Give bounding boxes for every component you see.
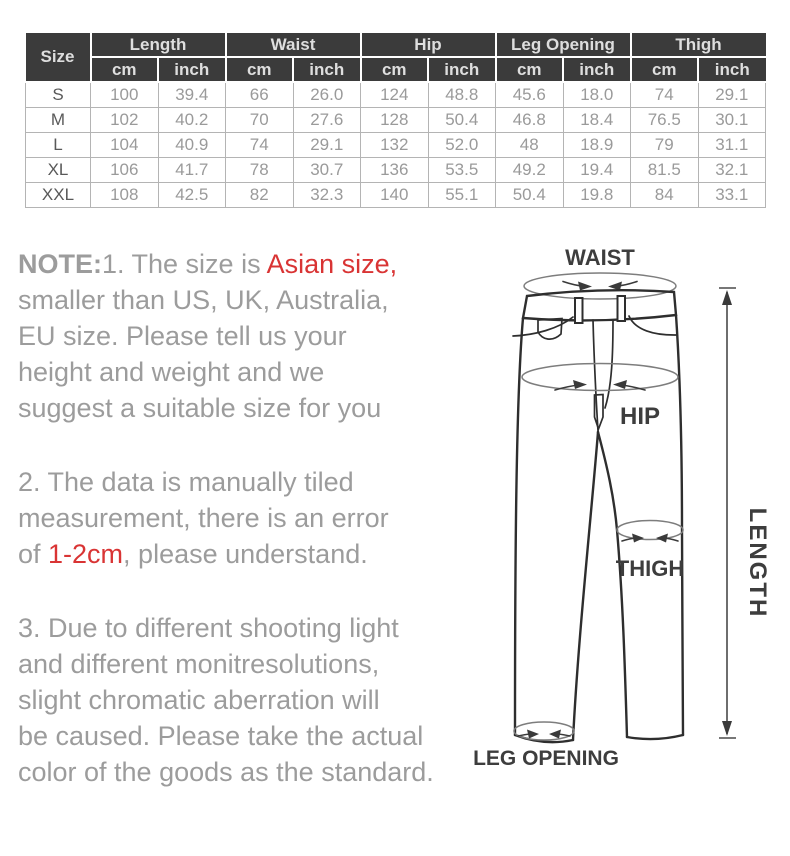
highlighted-text: 1-2cm [48, 539, 124, 569]
size-value: XXL [26, 183, 91, 208]
measurement-value: 42.5 [158, 183, 226, 208]
right-leg-inseam [598, 432, 627, 737]
note-line [18, 500, 480, 536]
col-unit-cm: cm [91, 57, 159, 82]
note-text: , please understand. [123, 539, 368, 569]
col-unit-inch: inch [293, 57, 361, 82]
table-row-l [26, 133, 766, 158]
col-unit-inch: inch [563, 57, 631, 82]
measurement-value: 18.4 [563, 108, 631, 133]
note-line [18, 718, 480, 754]
thigh-arrow-right-icon [656, 534, 668, 543]
measurement-value: 39.4 [158, 82, 226, 108]
measurement-value: 19.8 [563, 183, 631, 208]
table-row-xxl [26, 183, 766, 208]
note-text: height and weight and we [18, 357, 325, 387]
note-line [18, 318, 480, 354]
leg-opening-arrow-left-icon [527, 730, 539, 739]
belt-loop-right [618, 296, 626, 321]
size-value: M [26, 108, 91, 133]
measurement-value: 29.1 [698, 82, 766, 108]
col-unit-cm: cm [631, 57, 699, 82]
measurement-value: 30.7 [293, 158, 361, 183]
measurement-value: 81.5 [631, 158, 699, 183]
note-text: smaller than US, UK, Australia, [18, 285, 389, 315]
note-text: 3. Due to different shooting light [18, 613, 399, 643]
note-text: measurement, there is an error [18, 503, 389, 533]
measurement-value: 18.0 [563, 82, 631, 108]
size-table [25, 33, 766, 208]
measurement-value: 49.2 [496, 158, 564, 183]
leg-opening-ellipse [514, 722, 574, 740]
measurement-value: 132 [361, 133, 429, 158]
measurement-value: 76.5 [631, 108, 699, 133]
measurement-value: 128 [361, 108, 429, 133]
measurement-value: 45.6 [496, 82, 564, 108]
measurement-value: 140 [361, 183, 429, 208]
measurement-value: 136 [361, 158, 429, 183]
col-group-thigh: Thigh [631, 33, 766, 57]
measurement-value: 52.0 [428, 133, 496, 158]
col-unit-cm: cm [361, 57, 429, 82]
col-unit-cm: cm [226, 57, 294, 82]
measurement-value: 74 [631, 82, 699, 108]
note-text: of [18, 539, 49, 569]
col-group-leg-opening: Leg Opening [496, 33, 631, 57]
col-unit-inch: inch [428, 57, 496, 82]
measurement-value: 108 [91, 183, 159, 208]
note-text: EU size. Please tell us your [18, 321, 347, 351]
note-line [18, 282, 480, 318]
note-text: 2. The data is manually tiled [18, 467, 354, 497]
measurement-value: 26.0 [293, 82, 361, 108]
measurement-value: 33.1 [698, 183, 766, 208]
length-arrow-up-icon [722, 290, 732, 305]
measurement-value: 30.1 [698, 108, 766, 133]
measurement-value: 48.8 [428, 82, 496, 108]
col-unit-cm: cm [496, 57, 564, 82]
measurement-value: 50.4 [496, 183, 564, 208]
note-line [18, 246, 480, 282]
measurement-value: 84 [631, 183, 699, 208]
note-paragraph-2 [18, 464, 480, 572]
size-table-header [26, 33, 766, 82]
size-value: S [26, 82, 91, 108]
measurement-value: 50.4 [428, 108, 496, 133]
highlighted-text: Asian size, [266, 249, 398, 279]
measurement-value: 48 [496, 133, 564, 158]
measurement-value: 40.2 [158, 108, 226, 133]
pants-measurement-diagram [455, 238, 785, 778]
table-row-s [26, 82, 766, 108]
note-text: and different monitresolutions, [18, 649, 380, 679]
thigh-label: THIGH [615, 556, 685, 581]
hip-arrow-right-icon [613, 380, 627, 389]
measurement-value: 32.1 [698, 158, 766, 183]
measurement-value: 66 [226, 82, 294, 108]
col-group-waist: Waist [226, 33, 361, 57]
note-line [18, 354, 480, 390]
left-leg-outer-seam [515, 318, 523, 735]
size-value: XL [26, 158, 91, 183]
note-text: suggest a suitable size for you [18, 393, 382, 423]
right-leg-hem [627, 735, 683, 739]
col-unit-inch: inch [698, 57, 766, 82]
measurement-value: 79 [631, 133, 699, 158]
waist-arrow-left-icon [578, 282, 592, 291]
measurement-value: 104 [91, 133, 159, 158]
hip-arrow-left-icon [573, 380, 587, 389]
hip-ellipse [522, 364, 678, 391]
note-line [18, 754, 480, 790]
measurement-value: 78 [226, 158, 294, 183]
belt-loop-left [575, 298, 583, 323]
left-leg-hem [515, 735, 573, 742]
size-value: L [26, 133, 91, 158]
note-line [18, 536, 480, 572]
note-line [18, 682, 480, 718]
hip-label: HIP [619, 403, 661, 430]
note-paragraph-1 [18, 246, 480, 426]
measurement-value: 55.1 [428, 183, 496, 208]
notes-section [18, 246, 480, 828]
measurement-value: 100 [91, 82, 159, 108]
length-arrow-down-icon [722, 721, 732, 736]
measurement-value: 32.3 [293, 183, 361, 208]
leg-opening-arrow-right-icon [549, 730, 561, 739]
col-group-length: Length [91, 33, 226, 57]
measurement-value: 19.4 [563, 158, 631, 183]
measurement-value: 46.8 [496, 108, 564, 133]
measurement-value: 40.9 [158, 133, 226, 158]
measurement-value: 18.9 [563, 133, 631, 158]
note-text: be caused. Please take the actual [18, 721, 424, 751]
waist-ellipse [524, 273, 676, 299]
group-header-row [26, 33, 766, 57]
measurement-value: 82 [226, 183, 294, 208]
col-unit-inch: inch [158, 57, 226, 82]
note-text: slight chromatic aberration will [18, 685, 380, 715]
col-header-size: Size [26, 33, 91, 82]
measurement-value: 70 [226, 108, 294, 133]
note-text: color of the goods as the standard. [18, 757, 434, 787]
measurement-value: 124 [361, 82, 429, 108]
table-row-m [26, 108, 766, 133]
note-line [18, 464, 480, 500]
note-line [18, 610, 480, 646]
size-table-body [26, 82, 766, 208]
leg-opening-label: LEG OPENING [473, 747, 619, 770]
col-group-hip: Hip [361, 33, 496, 57]
measurement-value: 74 [226, 133, 294, 158]
measurement-value: 102 [91, 108, 159, 133]
waist-label: WAIST [565, 245, 635, 270]
note-line [18, 646, 480, 682]
note-paragraph-3 [18, 610, 480, 790]
measurement-value: 53.5 [428, 158, 496, 183]
measurement-value: 31.1 [698, 133, 766, 158]
unit-header-row [26, 57, 766, 82]
measurement-value: 27.6 [293, 108, 361, 133]
measurement-value: 106 [91, 158, 159, 183]
table-row-xl [26, 158, 766, 183]
length-label: LENGTH [744, 507, 771, 619]
note-line [18, 390, 480, 426]
thigh-arrow-left-icon [632, 534, 644, 543]
note-text: NOTE: [18, 249, 102, 279]
left-leg-inseam [573, 432, 598, 740]
measurement-value: 41.7 [158, 158, 226, 183]
note-text: 1. The size is [102, 249, 267, 279]
thigh-ellipse [617, 521, 683, 540]
measurement-value: 29.1 [293, 133, 361, 158]
